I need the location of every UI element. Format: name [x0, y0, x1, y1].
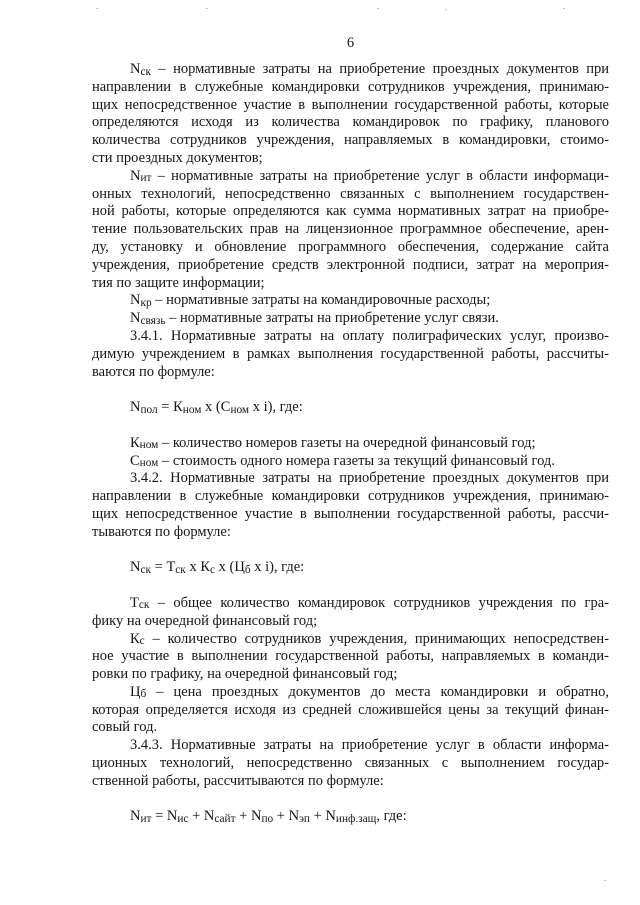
text-run: , где: [376, 808, 407, 825]
variable-symbol: N [130, 167, 141, 184]
text-line [92, 470, 609, 488]
variable-symbol: N [203, 808, 215, 825]
paragraph [92, 435, 609, 453]
text-run: – нормативные затраты на командировочные расходы; [151, 292, 491, 309]
variable-subscript: по [261, 813, 274, 826]
text-line [92, 559, 609, 577]
text-run: направлении в служебные командировки сотрудников учреждения, принимаю- [92, 488, 609, 505]
formula [92, 399, 609, 417]
variable-symbol: К [173, 399, 183, 416]
text-run: 3.4.1. Нормативные затраты на оплату полиграфических услуг, произво- [130, 327, 609, 344]
variable [130, 435, 158, 451]
text-line [92, 203, 609, 221]
variable-subscript: ном [182, 403, 202, 416]
paragraph [92, 737, 609, 790]
text-run: ственной работы, рассчитываются по формуле: [92, 772, 384, 789]
text-line [92, 613, 609, 631]
text-line [92, 399, 609, 417]
text-line [92, 168, 609, 186]
text-run: учреждения, приобретение средств электронной подписи, затрат на мероприя- [92, 256, 609, 273]
text-line [92, 310, 609, 328]
blank-line [92, 577, 609, 595]
variable-subscript: эп [299, 813, 310, 826]
text-run: – общее количество командировок сотрудников учреждения по гра- [149, 594, 609, 611]
variable [200, 559, 215, 575]
text-run: которая определяется исходя из средней сложившейся цены за текущий финан- [92, 701, 609, 718]
paragraph [92, 595, 609, 631]
variable [130, 595, 149, 611]
text-run: димую учреждением в рамках выполнения государственной работы, рассчиты- [92, 345, 609, 362]
text-run: ровки по графику, на очередной финансовый год; [92, 666, 398, 683]
text-run: направлении в служебные командировки сотрудников учреждения, принимаю- [92, 78, 609, 95]
text-run: – нормативные затраты на приобретение проездных документов при [151, 61, 609, 77]
variable-symbol: К [130, 630, 140, 647]
paragraph [92, 168, 609, 293]
text-run: ное участие в выполнении государственной работы, направляемых в команди- [92, 648, 609, 665]
variable [221, 399, 249, 415]
blank-line [92, 417, 609, 435]
text-run: = [151, 559, 167, 576]
variable-subscript: ит [140, 813, 152, 826]
variable-symbol: С [130, 452, 140, 469]
text-run: – цена проездных документов до места командировки и обратно, [146, 683, 609, 700]
text-run: тываются по формуле: [92, 523, 231, 540]
scan-speck [563, 8, 565, 9]
text-line [92, 79, 609, 97]
text-line [92, 132, 609, 150]
variable [130, 631, 145, 647]
variable-subscript: ит [140, 172, 152, 185]
text-line [92, 595, 609, 613]
variable-symbol: N [130, 310, 141, 327]
variable-symbol: N [130, 61, 141, 77]
variable-subscript: с [209, 563, 215, 576]
variable-subscript: ск [140, 563, 151, 576]
paragraph [92, 61, 609, 168]
text-line [92, 61, 609, 79]
text-line [92, 648, 609, 666]
text-line [92, 364, 609, 382]
text-run: – стоимость одного номера газеты за текущий финансовый год. [158, 452, 555, 469]
blank-line [92, 826, 609, 844]
text-run: = [151, 808, 167, 825]
variable-subscript: пол [140, 403, 158, 416]
text-line [92, 435, 609, 453]
text-line [92, 221, 609, 239]
text-line [92, 506, 609, 524]
text-run: фику на очередной финансовый год; [92, 612, 318, 629]
paragraph [92, 631, 609, 684]
paragraph [92, 310, 609, 328]
text-line [92, 346, 609, 364]
variable [289, 808, 310, 824]
text-line [92, 631, 609, 649]
variable [130, 399, 158, 415]
variable-symbol: Т [166, 559, 176, 576]
paragraph [92, 684, 609, 737]
text-run: х ( [215, 559, 235, 576]
variable-symbol: К [200, 559, 210, 576]
text-run: х ( [201, 399, 221, 416]
variable-symbol: N [250, 808, 262, 825]
text-run: онных технологий, непосредственно связанных с выполнением государствен- [92, 185, 609, 202]
text-line [92, 453, 609, 471]
variable-subscript: б [140, 688, 147, 701]
text-line [92, 150, 609, 168]
text-line [92, 488, 609, 506]
blank-line [92, 791, 609, 809]
text-line [92, 239, 609, 257]
variable-symbol: Т [130, 594, 139, 611]
paragraph [92, 292, 609, 310]
variable-subscript: связь [140, 314, 166, 327]
variable-subscript: сайт [214, 813, 236, 826]
variable [251, 808, 273, 824]
paragraph [92, 470, 609, 541]
text-run: количества сотрудников учреждения, направляемых в командировки, стоимо- [92, 132, 609, 149]
variable [130, 684, 146, 700]
text-run: – количество сотрудников учреждения, принимающих непосредствен- [144, 630, 609, 647]
variable-subscript: б [244, 563, 251, 576]
variable-symbol: С [220, 399, 231, 416]
text-line [92, 702, 609, 720]
text-line [92, 257, 609, 275]
variable-subscript: ном [139, 457, 159, 470]
scan-speck [604, 880, 606, 881]
text-line [92, 755, 609, 773]
text-run: 3.4.2. Нормативные затраты на приобретение проездных документов при [130, 470, 609, 487]
text-run: щих непосредственное участие в выполнении государственной работы, рассчи- [92, 505, 609, 522]
text-line [92, 292, 609, 310]
variable-subscript: ск [175, 563, 186, 576]
text-line [92, 97, 609, 115]
variable-subscript: ис [177, 813, 189, 826]
blank-line [92, 542, 609, 560]
text-run: х [185, 559, 201, 576]
text-run: – нормативные затраты на приобретение услуг связи. [165, 310, 499, 327]
blank-line [92, 381, 609, 399]
text-line [92, 114, 609, 132]
variable-subscript: кр [140, 296, 152, 309]
variable-symbol: Ц [130, 683, 141, 700]
variable [130, 453, 158, 469]
text-run: ду, установку и обновление программного обеспечения, содержание сайта [92, 238, 609, 255]
formula [92, 559, 609, 577]
variable-symbol: N [325, 808, 336, 825]
variable [130, 559, 151, 575]
text-run: совый год. [92, 719, 158, 736]
variable-symbol: N [288, 808, 300, 825]
document-body [92, 61, 609, 844]
text-run: = [157, 399, 174, 416]
variable-subscript: с [139, 635, 145, 648]
text-run: + [188, 808, 204, 825]
text-line [92, 328, 609, 346]
scan-speck [445, 9, 447, 10]
variable [166, 559, 185, 575]
variable [173, 399, 201, 415]
page-number: 6 [346, 35, 355, 51]
text-line [92, 666, 609, 684]
text-run: ционных технологий, непосредственно связанных с выполнением государ- [92, 755, 609, 772]
variable-symbol: N [166, 808, 178, 825]
variable-symbol: N [130, 559, 141, 576]
text-line [92, 186, 609, 204]
text-run: тение пользовательских прав на лицензионное программное обеспечение, арен- [92, 221, 609, 238]
text-run: сти проездных документов; [92, 149, 263, 166]
text-run: х i), где: [249, 399, 303, 416]
text-line [92, 275, 609, 293]
text-run: ной работы, которые определяются как сумма нормативных затрат на приобре- [92, 203, 609, 220]
text-run: 3.4.3. Нормативные затраты на приобретение услуг в области информа- [130, 737, 609, 754]
text-run: + [235, 808, 251, 825]
formula [92, 808, 609, 826]
text-line [92, 808, 609, 826]
text-run: х i), где: [250, 559, 305, 576]
text-line [92, 773, 609, 791]
text-run: определяются исходя из количества командировок по графику, планового [92, 114, 609, 131]
variable-symbol: N [130, 292, 141, 309]
variable [130, 61, 151, 77]
variable [130, 168, 151, 184]
variable-symbol: Ц [234, 559, 245, 576]
variable [167, 808, 189, 824]
variable-symbol: N [130, 399, 141, 416]
text-run: – количество номеров газеты на очередной финансовый год; [158, 434, 536, 451]
text-line [92, 524, 609, 542]
text-line [92, 684, 609, 702]
variable-subscript: ск [138, 599, 150, 612]
variable-subscript: инф.защ [335, 813, 377, 826]
text-run: щих непосредственное участие в выполнении государственной работы, которые [92, 96, 609, 113]
variable [130, 292, 152, 308]
variable-subscript: ск [140, 65, 151, 78]
text-run: + [273, 808, 289, 825]
variable-subscript: ном [230, 403, 250, 416]
text-run: ваются по формуле: [92, 363, 215, 380]
variable [325, 808, 376, 824]
text-line [92, 719, 609, 737]
variable-subscript: ном [139, 439, 159, 452]
text-run: тия по защите информации; [92, 274, 265, 291]
scan-speck [377, 8, 379, 9]
paragraph [92, 328, 609, 381]
variable [204, 808, 236, 824]
text-run: + [309, 808, 326, 825]
variable [130, 310, 166, 326]
variable [130, 808, 151, 824]
text-line [92, 737, 609, 755]
variable-symbol: К [130, 434, 140, 451]
scan-speck [96, 8, 98, 9]
variable [234, 559, 250, 575]
variable-symbol: N [130, 808, 141, 825]
scan-speck [206, 8, 208, 9]
paragraph [92, 453, 609, 471]
text-run: – нормативные затраты на приобретение услуг в области информаци- [151, 167, 609, 184]
